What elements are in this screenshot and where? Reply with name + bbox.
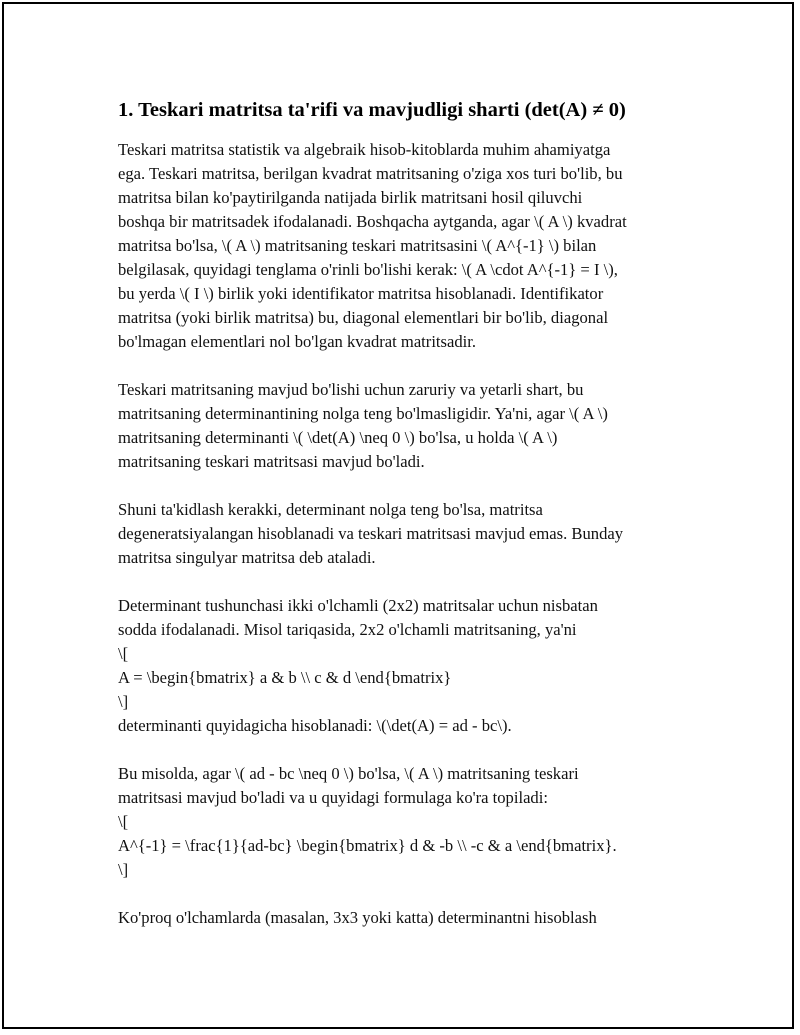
text-line: \] [118,692,129,711]
text-line: A^{-1} = \frac{1}{ad-bc} \begin{bmatrix} d & -b \\ -c & a \end{bmatrix}. [118,836,617,855]
paragraph [118,594,698,738]
text-line: \] [118,860,129,879]
paragraph [118,498,698,570]
text-line: Shuni ta'kidlash kerakki, determinant nolga teng bo'lsa, matritsa [118,500,543,519]
paragraph [118,906,698,930]
text-line: matritsa singulyar matritsa deb ataladi. [118,548,376,567]
text-line: \[ [118,812,129,831]
paragraph [118,138,698,354]
text-line: matritsa bo'lsa, \( A \) matritsaning teskari matritsasini \( A^{-1} \) bilan [118,236,597,255]
document-body [118,96,698,954]
text-line: matritsasi mavjud bo'ladi va u quyidagi formulaga ko'ra topiladi: [118,788,548,807]
text-line: degeneratsiyalangan hisoblanadi va teskari matritsasi mavjud emas. Bunday [118,524,624,543]
text-line: Determinant tushunchasi ikki o'lchamli (2x2) matritsalar uchun nisbatan [118,596,598,615]
text-line: Ko'proq o'lchamlarda (masalan, 3x3 yoki katta) determinantni hisoblash [118,908,597,927]
text-line: bu yerda \( I \) birlik yoki identifikator matritsa hisoblanadi. Identifikator [118,284,604,303]
text-line: matritsa (yoki birlik matritsa) bu, diagonal elementlari bir bo'lib, diagonal [118,308,609,327]
text-line: boshqa bir matritsadek ifodalanadi. Boshqacha aytganda, agar \( A \) kvadrat [118,212,627,231]
text-line: matritsaning teskari matritsasi mavjud bo'ladi. [118,452,425,471]
paragraph [118,378,698,474]
text-line: determinanti quyidagicha hisoblanadi: \(\det(A) = ad - bc\). [118,716,512,735]
text-line: Teskari matritsaning mavjud bo'lishi uchun zaruriy va yetarli shart, bu [118,380,584,399]
paragraph [118,762,698,882]
text-line: bo'lmagan elementlari nol bo'lgan kvadrat matritsadir. [118,332,477,351]
text-line: A = \begin{bmatrix} a & b \\ c & d \end{bmatrix} [118,668,452,687]
section-heading: 1. Teskari matritsa ta'rifi va mavjudligi sharti (det(A) ≠ 0) [118,99,626,121]
paragraph-container [118,138,698,930]
text-line: Bu misolda, agar \( ad - bc \neq 0 \) bo'lsa, \( A \) matritsaning teskari [118,764,579,783]
text-line: Teskari matritsa statistik va algebraik hisob-kitoblarda muhim ahamiyatga [118,140,611,159]
text-line: matritsaning determinantining nolga teng bo'lmasligidir. Ya'ni, agar \( A \) [118,404,608,423]
text-line: matritsa bilan ko'paytirilganda natijada birlik matritsani hosil qiluvchi [118,188,583,207]
text-line: belgilasak, quyidagi tenglama o'rinli bo'lishi kerak: \( A \cdot A^{-1} = I \), [118,260,618,279]
text-line: \[ [118,644,129,663]
text-line: sodda ifodalanadi. Misol tariqasida, 2x2 o'lchamli matritsaning, ya'ni [118,620,577,639]
text-line: ega. Teskari matritsa, berilgan kvadrat matritsaning o'ziga xos turi bo'lib, bu [118,164,623,183]
text-line: matritsaning determinanti \( \det(A) \neq 0 \) bo'lsa, u holda \( A \) [118,428,558,447]
